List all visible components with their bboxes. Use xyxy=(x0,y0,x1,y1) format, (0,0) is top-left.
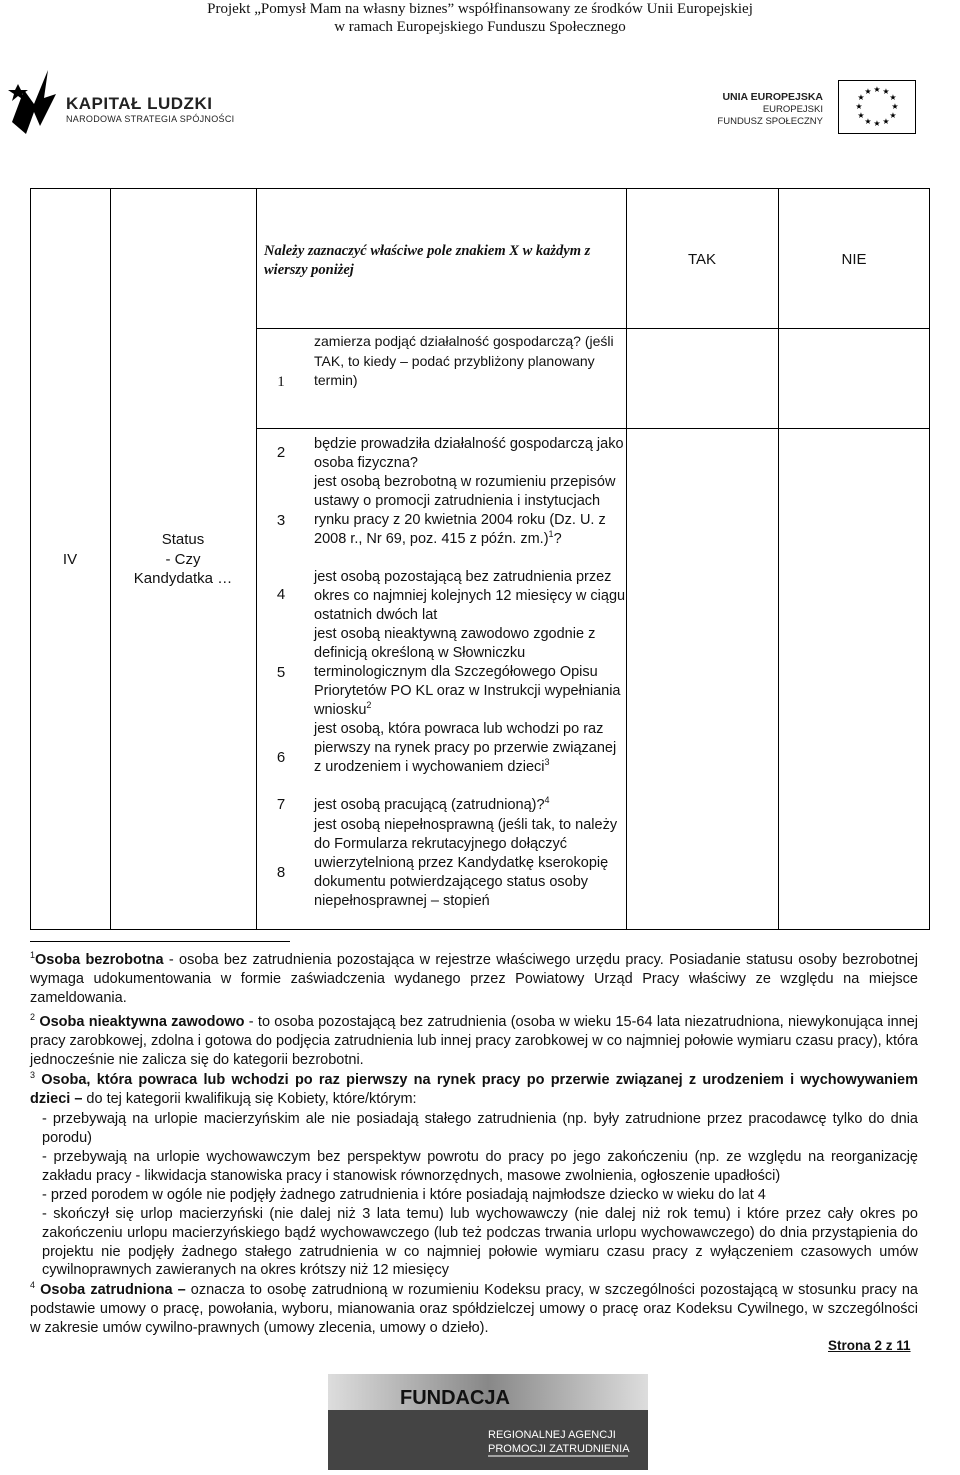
answer-cell-row1-tak[interactable] xyxy=(627,329,778,428)
answer-cell-status-tak[interactable] xyxy=(627,429,778,929)
section-label-czy: - Czy xyxy=(165,551,201,568)
row-question: jest osobą, która powraca lub wchodzi po raz pierwszy na rynek pracy po przerwie związanej z urodzeniem i wychowaniem dzieci$^3$ xyxy=(314,721,617,775)
footnote-4: $^4$ Osoba zatrudniona – oznacza to osobę zatrudnioną w rozumieniu Kodeksu pracy, w szczególności pozostającą w stosunku pracy na podstawie umowy o pracę, powołania, wyboru, mianowania oraz spółdzielczej umowy o pracę oraz Kodeksu Cywilnego, w szczególności w zakresie umów cywilno-prawnych (umowy zlecenia, umowy o dzieło). xyxy=(30,1280,918,1336)
svg-text:★: ★ xyxy=(891,102,899,111)
page-number: Strona 2 z 11 xyxy=(828,1338,911,1353)
svg-text:★: ★ xyxy=(855,102,863,111)
footnote-1: $^1$Osoba bezrobotna - osoba bez zatrudnienia pozostająca w rejestrze właściwego urzędu pracy. Posiadanie statusu osoby bezrobotnej wymaga udokumentowania w formie zaświadczenia wydanego przez Powiatowy Urząd Pracy właściwy ze względu na miejsce zameldowania. xyxy=(30,950,918,1006)
row-question: jest osobą bezrobotną w rozumieniu przepisów ustawy o promocji zatrudnienia i instytucjach rynku pracy z 20 kwietnia 2004 roku (Dz. U. z 2008 r., Nr 69, poz. 415 z późn. zm.)$^1$? xyxy=(314,474,616,547)
fundacja-logo-line-3: PROMOCJI ZATRUDNIENIA xyxy=(488,1443,630,1455)
eu-flag-icon xyxy=(838,80,916,134)
row-number: 8 xyxy=(276,864,286,881)
eu-logo-line-1: UNIA EUROPEJSKA xyxy=(722,91,823,103)
row-number: 3 xyxy=(276,512,286,529)
answer-cell-header-tak xyxy=(627,189,778,328)
eu-logo-line-3: FUNDUSZ SPOŁECZNY xyxy=(717,116,823,127)
row-number: 2 xyxy=(276,444,286,461)
section-label-kandydatka: Kandydatka … xyxy=(133,570,233,587)
svg-text:★: ★ xyxy=(889,93,897,102)
svg-text:★: ★ xyxy=(873,119,881,128)
eu-logo-line-2: EUROPEJSKI xyxy=(762,104,823,115)
row-number: 5 xyxy=(276,664,286,681)
footnote-3-item: - przebywają na urlopie macierzyńskim ale nie posiadają stałego zatrudnienia (np. były zatrudnione przez pracodawcę tylko do dnia porodu) xyxy=(42,1111,918,1146)
footnote-2: $^2$ Osoba nieaktywna zawodowo - to osoba pozostającą bez zatrudnienia (osoba w wieku 15-64 lata niezatrudniona, niewykonująca innej pracy zarobkowej, zdolna i gotowa do podjęcia zatrudnienia lub innej pracy zarobkowej w co najmniej połowie wymiaru czasu pracy), która jednocześnie nie zalicza się do kategorii bezrobotni. xyxy=(30,1012,919,1068)
svg-text:★: ★ xyxy=(864,117,872,126)
answer-cell-status-nie[interactable] xyxy=(779,429,929,929)
row-question: zamierza podjąć działalność gospodarczą? (jeśli TAK, to kiedy – podać przybliżony planowany termin) xyxy=(314,333,614,388)
kapital-ludzki-subtitle: NARODOWA STRATEGIA SPÓJNOŚCI xyxy=(66,114,235,124)
row-number: 6 xyxy=(276,749,286,766)
section-number: IV xyxy=(62,551,78,568)
column-header-nie: NIE xyxy=(841,251,867,268)
row-question: jest osobą pracującą (zatrudnioną)?$^4$ xyxy=(314,795,550,813)
footnote-3-item: - przebywają na urlopie wychowawczym bez perspektyw powrotu do pracy po jego zakończeniu (np. ze względu na reorganizację zakładu pracy - likwidacja stanowiska pracy i stanowisk równorzędnych, masowe zwolnienia, ogłoszenie upadłości) xyxy=(42,1149,918,1184)
footnote-3-item: - skończył się urlop macierzyński (nie dalej niż 3 lata temu) lub wychowawczy (nie dalej niż rok temu) i które przez cały okres po zakończeniu urlopu macierzyńskiego bądź wychowawczego (lub też podczas trwania urlopu wychowawczego) do dnia przystąpienia do projektu nie podjęły żadnego stałego zatrudnienia w co najmniej połowie wymiaru czasu pracy z wyłączeniem czasowych umów cywilnoprawnych zawieranych na okres krótszy niż 12 miesięcy xyxy=(42,1206,918,1279)
project-header-line-1: Projekt „Pomysł Mam na własny biznes” współfinansowany ze środków Unii Europejskiej xyxy=(207,1,753,17)
footnote-3: $^3$ Osoba, która powraca lub wchodzi po raz pierwszy na rynek pracy po przerwie związanej z urodzeniem i wychowywaniem dzieci – do tej kategorii kwalifikują się Kobiety, które/którym: xyxy=(30,1070,919,1107)
svg-text:★: ★ xyxy=(873,85,881,94)
kapital-ludzki-title: KAPITAŁ LUDZKI xyxy=(66,94,213,113)
table-instruction: Należy zaznaczyć właściwe pole znakiem X w każdym z wierszy poniżej xyxy=(264,243,591,278)
fundacja-logo-title: FUNDACJA xyxy=(400,1387,510,1409)
row-number: 7 xyxy=(276,796,286,813)
footnote-3-item: - przed porodem w ogóle nie podjęły żadnego zatrudnienia i które posiadają najmłodsze dziecko w wieku do lat 4 xyxy=(42,1187,766,1203)
row-question: będzie prowadziła działalność gospodarczą jako osoba fizyczna? xyxy=(314,436,624,471)
svg-text:★: ★ xyxy=(882,87,890,96)
fundacja-logo xyxy=(328,1374,648,1470)
row-question: jest osobą niepełnosprawną (jeśli tak, to należy do Formularza rekrutacyjnego dołączyć uwierzytelnioną przez Kandydatkę kserokopię dokumentu potwierdzającego status osoby niepełnosprawnej – stopień xyxy=(314,817,618,909)
svg-text:★: ★ xyxy=(857,111,865,120)
fundacja-logo-graphic xyxy=(328,1374,648,1470)
svg-text:★: ★ xyxy=(882,117,890,126)
svg-text:★: ★ xyxy=(864,87,872,96)
row-question: jest osobą pozostającą bez zatrudnienia przez okres co najmniej kolejnych 12 miesięcy w ciągu ostatnich dwóch lat xyxy=(314,569,626,623)
row-question: jest osobą nieaktywną zawodowo zgodnie z definicją określoną w Słowniczku terminologicznym dla Szczegółowego Opisu Priorytetów PO KL oraz w Instrukcji wypełniania wniosku$^2$ xyxy=(314,626,621,718)
row-number: 4 xyxy=(276,586,286,603)
project-header-line-2: w ramach Europejskiego Funduszu Społecznego xyxy=(334,19,626,35)
svg-text:★: ★ xyxy=(889,111,897,120)
column-header-tak: TAK xyxy=(687,251,717,268)
footnote-separator xyxy=(30,941,290,942)
section-label-status: Status xyxy=(161,531,205,548)
fundacja-logo-line-2: REGIONALNEJ AGENCJI xyxy=(488,1429,616,1441)
answer-cell-row1-nie[interactable] xyxy=(779,329,929,428)
svg-text:★: ★ xyxy=(857,93,865,102)
row-number: 1 xyxy=(277,374,285,390)
